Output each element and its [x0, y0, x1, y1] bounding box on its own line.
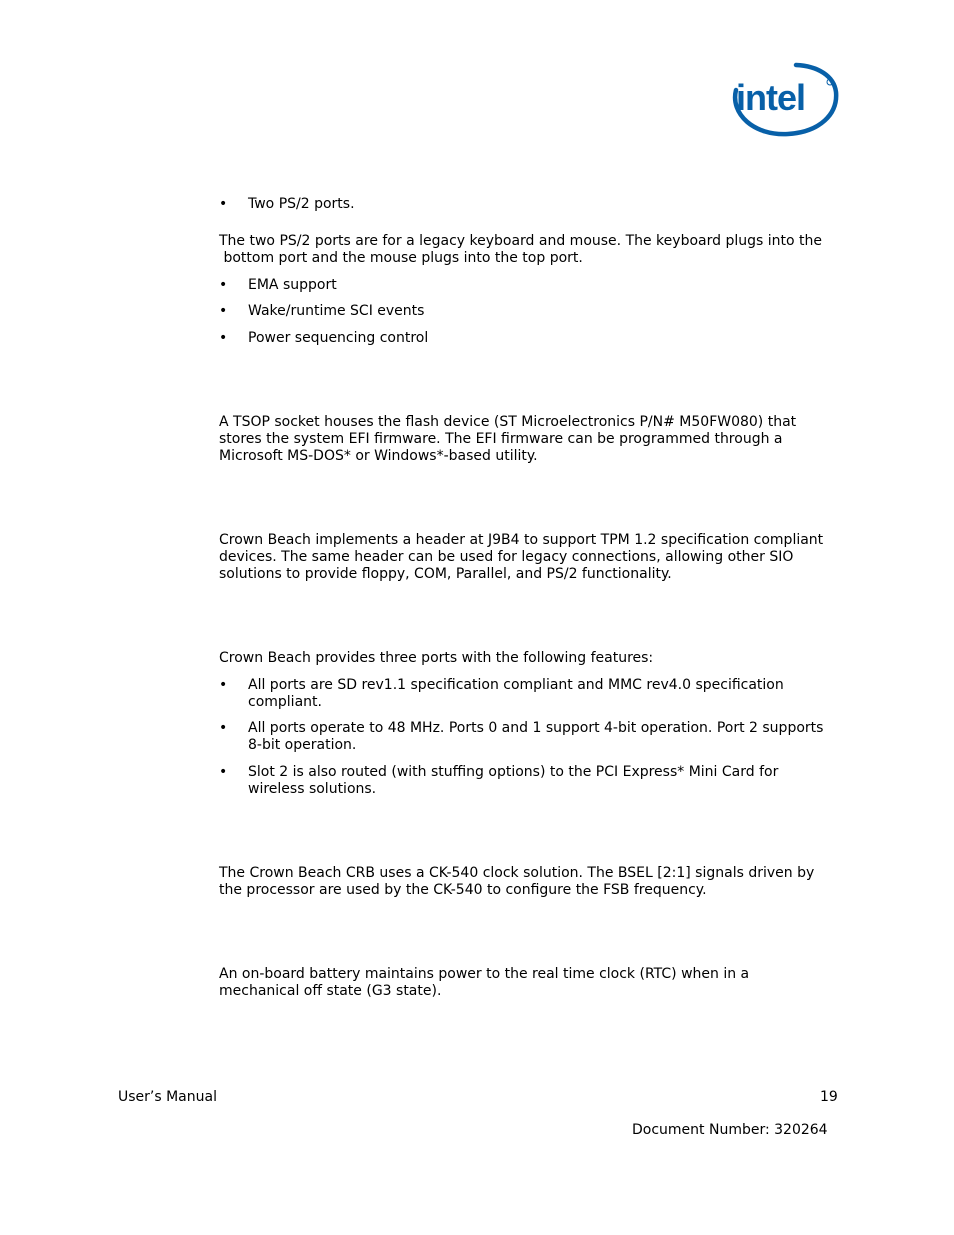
bullet-marker: • [219, 720, 228, 736]
paragraph-line: Crown Beach provides three ports with the following features: [219, 650, 654, 666]
paragraph-line: mechanical off state (G3 state). [219, 983, 442, 999]
document-number: Document Number: 320264 [632, 1122, 828, 1138]
bullet-marker: • [219, 277, 228, 293]
logo-wordmark: intel [736, 77, 806, 118]
list-item: Slot 2 is also routed (with stuffing options) to the PCI Express* Mini Card for [248, 764, 779, 780]
list-item: Two PS/2 ports. [248, 196, 355, 212]
paragraph-line: The two PS/2 ports are for a legacy keyboard and mouse. The keyboard plugs into the [219, 233, 822, 249]
page-number: 19 [820, 1089, 838, 1105]
list-item-continuation: 8-bit operation. [248, 737, 357, 753]
bullet-marker: • [219, 330, 228, 346]
list-item-continuation: compliant. [248, 694, 322, 710]
list-item: All ports operate to 48 MHz. Ports 0 and 1 support 4-bit operation. Port 2 supports [248, 720, 824, 736]
list-item: Power sequencing control [248, 330, 429, 346]
intel-logo [726, 62, 840, 138]
bullet-marker: • [219, 764, 228, 780]
paragraph-line: solutions to provide floppy, COM, Parallel, and PS/2 functionality. [219, 566, 672, 582]
paragraph-line: the processor are used by the CK-540 to configure the FSB frequency. [219, 882, 707, 898]
bullet-marker: • [219, 196, 228, 212]
paragraph-line: An on-board battery maintains power to the real time clock (RTC) when in a [219, 966, 750, 982]
paragraph-line: A TSOP socket houses the flash device (ST Microelectronics P/N# M50FW080) that [219, 414, 797, 430]
list-item-continuation: wireless solutions. [248, 781, 377, 797]
paragraph-line: The Crown Beach CRB uses a CK-540 clock solution. The BSEL [2:1] signals driven by [219, 865, 815, 881]
paragraph-line: devices. The same header can be used for legacy connections, allowing other SIO [219, 549, 794, 565]
bullet-marker: • [219, 303, 228, 319]
paragraph-line: bottom port and the mouse plugs into the top port. [219, 250, 583, 266]
footer-manual-label: User’s Manual [118, 1089, 217, 1105]
list-item: EMA support [248, 277, 337, 293]
list-item: All ports are SD rev1.1 specification compliant and MMC rev4.0 specification [248, 677, 784, 693]
paragraph-line: Crown Beach implements a header at J9B4 to support TPM 1.2 specification compliant [219, 532, 824, 548]
paragraph-line: Microsoft MS-DOS* or Windows*-based utility. [219, 448, 538, 464]
paragraph-line: stores the system EFI firmware. The EFI firmware can be programmed through a [219, 431, 783, 447]
list-item: Wake/runtime SCI events [248, 303, 425, 319]
bullet-marker: • [219, 677, 228, 693]
